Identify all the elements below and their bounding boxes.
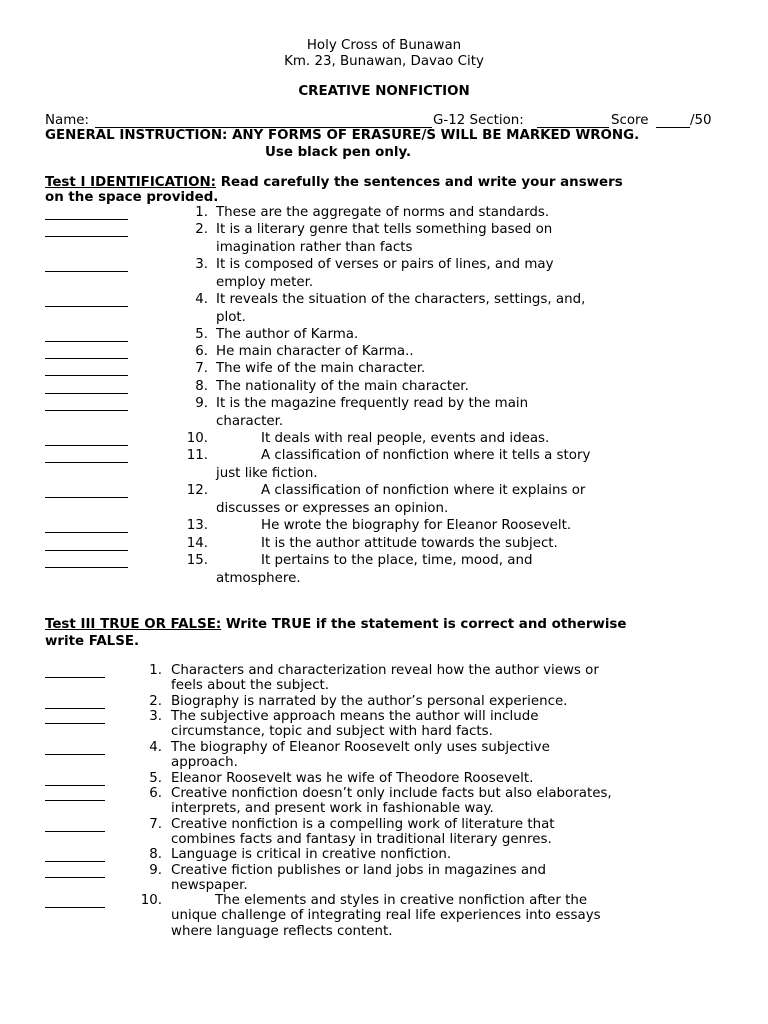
item-number: 8.: [149, 847, 162, 862]
test3-instruction: Write TRUE if the statement is correct and otherwise: [221, 617, 627, 632]
test1-heading: [45, 175, 623, 191]
item-text: unique challenge of integrating real life experiences into essays: [171, 908, 601, 924]
item-text: It is composed of verses or pairs of lines, and may: [216, 257, 554, 272]
item-number: 4.: [195, 292, 208, 307]
answer-blank[interactable]: [45, 677, 105, 678]
answer-blank[interactable]: [45, 708, 105, 709]
item-number: 4.: [149, 740, 162, 755]
item-text: employ meter.: [216, 275, 314, 290]
answer-blank[interactable]: [45, 785, 105, 786]
item-text: just like fiction.: [216, 466, 318, 481]
item-text: imagination rather than facts: [216, 240, 413, 255]
item-text: plot.: [216, 310, 246, 325]
item-text: Language is critical in creative nonfiction.: [171, 847, 452, 862]
item-text: combines facts and fantasy in traditional literary genres.: [171, 832, 552, 848]
item-text: It reveals the situation of the characters, settings, and,: [216, 292, 586, 307]
item-number: 9.: [195, 396, 208, 411]
answer-blank[interactable]: [45, 358, 128, 359]
answer-blank[interactable]: [45, 445, 128, 446]
answer-blank[interactable]: [45, 831, 105, 832]
test3-heading: [45, 617, 626, 633]
test1-instruction-2: on the space provided.: [45, 190, 219, 205]
item-text: feels about the subject.: [171, 678, 330, 694]
general-instruction-2: Use black pen only.: [265, 145, 412, 160]
item-text: A classification of nonfiction where it tells a story: [261, 448, 591, 463]
item-text: Characters and characterization reveal how the author views or: [171, 663, 599, 678]
answer-blank[interactable]: [45, 550, 128, 551]
item-number: 2.: [149, 694, 162, 709]
answer-blank[interactable]: [45, 532, 128, 533]
item-text: character.: [216, 414, 284, 429]
item-number: 5.: [195, 327, 208, 342]
item-text: interprets, and present work in fashionable way.: [171, 801, 494, 817]
item-text: where language reflects content.: [171, 923, 393, 939]
item-text: It pertains to the place, time, mood, and: [261, 553, 533, 568]
test3-instruction-2: write FALSE.: [45, 634, 140, 649]
item-text: atmosphere.: [216, 571, 301, 586]
item-text: newspaper.: [171, 878, 248, 894]
item-number: 7.: [149, 817, 162, 832]
item-number: 1.: [195, 205, 208, 220]
answer-blank[interactable]: [45, 723, 105, 724]
item-text: The biography of Eleanor Roosevelt only uses subjective: [171, 740, 550, 755]
item-text: It is the author attitude towards the subject.: [261, 536, 558, 551]
answer-blank[interactable]: [45, 410, 128, 411]
item-text: It is a literary genre that tells something based on: [216, 222, 553, 237]
answer-blank[interactable]: [45, 800, 105, 801]
school-name: Holy Cross of Bunawan: [306, 38, 462, 53]
answer-blank[interactable]: [45, 567, 128, 568]
item-number: 10.: [186, 431, 208, 446]
item-number: 3.: [149, 709, 162, 724]
item-text: Biography is narrated by the author’s personal experience.: [171, 694, 568, 709]
section-label: G-12 Section:: [433, 113, 524, 128]
answer-blank[interactable]: [45, 861, 105, 862]
item-number: 3.: [195, 257, 208, 272]
item-text: Creative nonfiction doesn’t only include facts but also elaborates,: [171, 786, 612, 801]
answer-blank[interactable]: [45, 393, 128, 394]
general-instruction: GENERAL INSTRUCTION: ANY FORMS OF ERASURE/S WILL BE MARKED WRONG.: [45, 128, 640, 143]
answer-blank[interactable]: [45, 907, 105, 908]
item-number: 11.: [186, 448, 208, 463]
answer-blank[interactable]: [45, 462, 128, 463]
item-number: 13.: [186, 518, 208, 533]
school-address: Km. 23, Bunawan, Davao City: [284, 54, 484, 69]
subject-title: CREATIVE NONFICTION: [298, 84, 470, 99]
test3-title: Test III TRUE OR FALSE:: [45, 617, 222, 632]
answer-blank[interactable]: [45, 306, 128, 307]
answer-blank[interactable]: [45, 497, 128, 498]
item-text: Creative nonfiction is a compelling work of literature that: [171, 817, 555, 832]
score-total: /50: [690, 113, 712, 128]
item-text: The wife of the main character.: [216, 361, 426, 376]
answer-blank[interactable]: [45, 271, 128, 272]
answer-blank[interactable]: [45, 877, 105, 878]
item-text: It is the magazine frequently read by the main: [216, 396, 529, 411]
answer-blank[interactable]: [45, 375, 128, 376]
item-text: Creative fiction publishes or land jobs in magazines and: [171, 863, 547, 878]
item-text: discusses or expresses an opinion.: [216, 501, 449, 516]
item-number: 14.: [186, 536, 208, 551]
item-text: It deals with real people, events and ideas.: [261, 431, 550, 446]
score-blank[interactable]: [656, 127, 690, 128]
answer-blank[interactable]: [45, 341, 128, 342]
item-number: 8.: [195, 379, 208, 394]
item-number: 15.: [186, 553, 208, 568]
item-number: 6.: [195, 344, 208, 359]
item-number: 9.: [149, 863, 162, 878]
item-text: circumstance, topic and subject with hard facts.: [171, 724, 493, 740]
test1-instruction: Read carefully the sentences and write your answers: [216, 175, 623, 190]
answer-blank[interactable]: [45, 219, 128, 220]
item-text: A classification of nonfiction where it explains or: [261, 483, 586, 498]
item-number: 10.: [140, 893, 162, 908]
item-text: The elements and styles in creative nonfiction after the: [215, 893, 588, 908]
item-text: approach.: [171, 755, 238, 771]
answer-blank[interactable]: [45, 754, 105, 755]
item-number: 5.: [149, 771, 162, 786]
item-text: Eleanor Roosevelt was he wife of Theodore Roosevelt.: [171, 771, 534, 786]
item-text: These are the aggregate of norms and standards.: [216, 205, 550, 220]
item-number: 1.: [149, 663, 162, 678]
item-number: 6.: [149, 786, 162, 801]
item-text: The subjective approach means the author will include: [171, 709, 539, 724]
item-number: 12.: [186, 483, 208, 498]
item-number: 2.: [195, 222, 208, 237]
test1-title: Test I IDENTIFICATION:: [45, 175, 217, 190]
item-number: 7.: [195, 361, 208, 376]
score-label: Score: [611, 113, 649, 128]
item-text: The nationality of the main character.: [216, 379, 469, 394]
item-text: The author of Karma.: [216, 327, 359, 342]
answer-blank[interactable]: [45, 236, 128, 237]
item-text: He main character of Karma..: [216, 344, 414, 359]
item-text: He wrote the biography for Eleanor Roosevelt.: [261, 518, 572, 533]
name-label: Name:: [45, 113, 90, 128]
